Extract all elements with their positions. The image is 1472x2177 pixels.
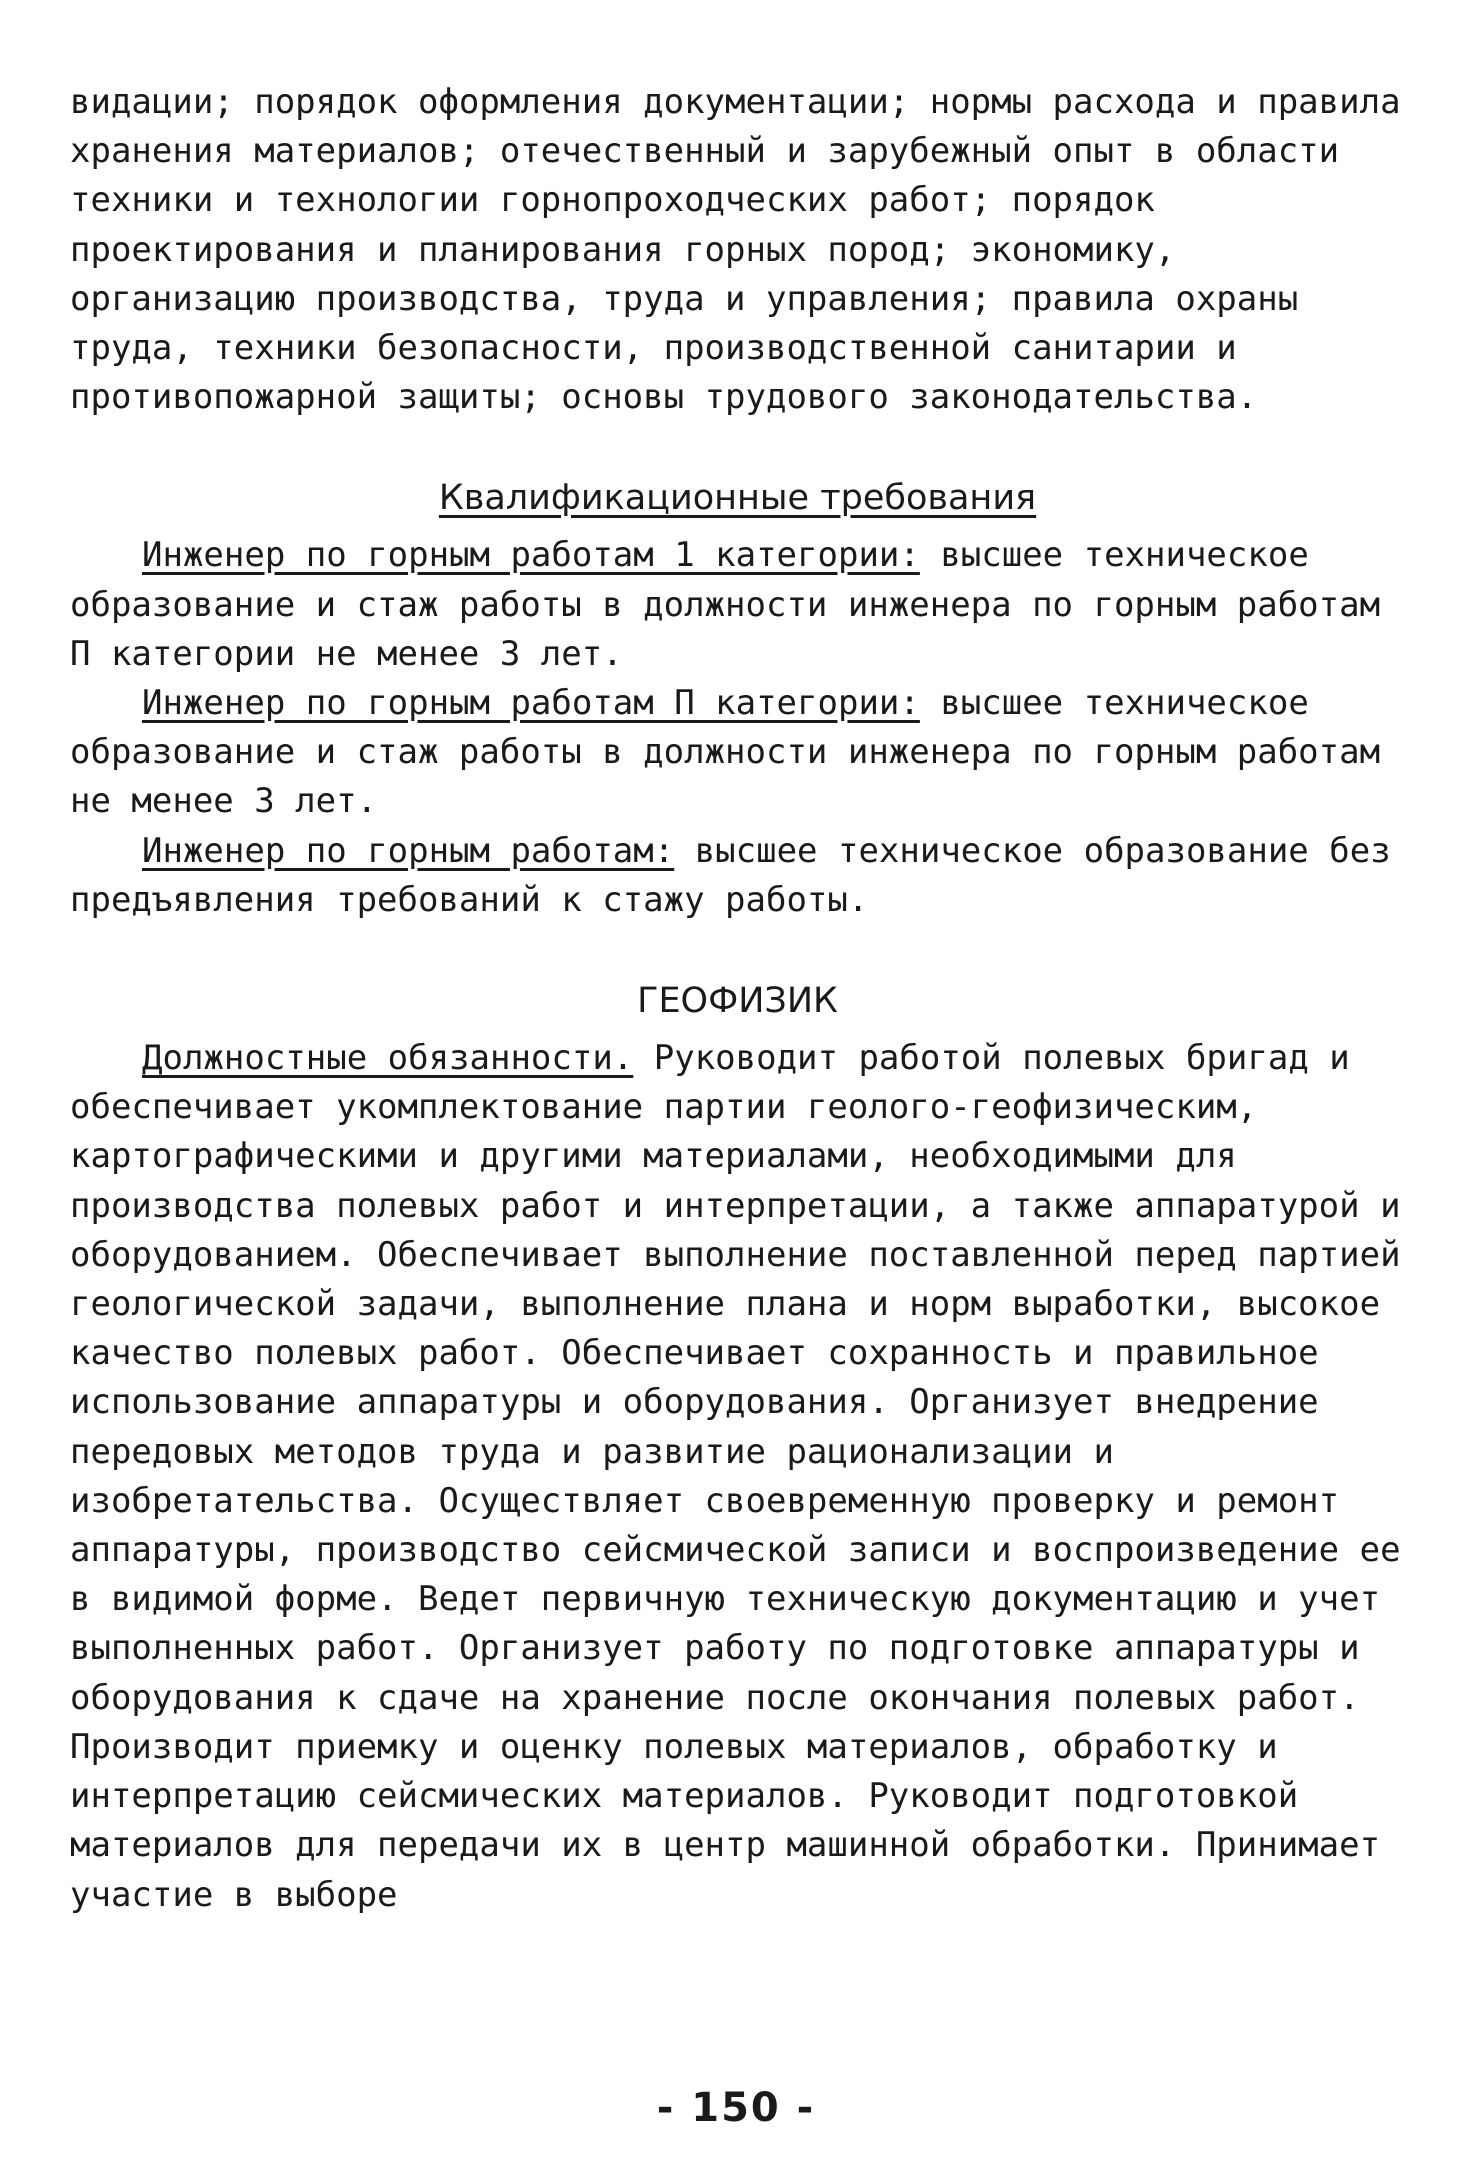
page-body: [70, 78, 1405, 1920]
qualification-text: высшее техническое образование и стаж работы в должности инженера по горным работам П категории не менее 3 лет.: [70, 535, 1381, 674]
duties-text: Руководит работой полевых бригад и обеспечивает укомплектование партии геолого-геофизическим, картографическими и другими материалами, необходимыми для производства полевых работ и интерпретации, а также аппаратурой и оборудованием. Обеспечивает выполнение поставленной перед партией геологической задачи, выполнение плана и норм выработки, высокое качество полевых работ. Обеспечивает сохранность и правильное использование аппаратуры и оборудования. Организует внедрение передовых методов труда и развитие рационализации и изобретательства. Осуществляет своевременную проверку и ремонт аппаратуры, производство сейсмической записи и воспроизведение ее в видимой форме. Ведет первичную техническую документацию и учет выполненных работ. Организует работу по подготовке аппаратуры и оборудования к сдаче на хранение после окончания полевых работ. Производит приемку и оценку полевых материалов, обработку и интерпретацию сейсмических материалов. Руководит подготовкой материалов для передачи их в центр машинной обработки. Принимает участие в выборе: [70, 1038, 1401, 1915]
qualification-title: Инженер по горным работам 1 категории:: [142, 535, 920, 576]
geophysicist-heading: ГЕОФИЗИК: [637, 981, 838, 1022]
qualification-item: [70, 679, 1405, 827]
duties-label: Должностные обязанности.: [142, 1038, 634, 1079]
duties-paragraph: [70, 1034, 1405, 1920]
spacer: [70, 1026, 1405, 1034]
intro-paragraph: видации; порядок оформления документации; нормы расхода и правила хранения материалов; отечественный и зарубежный опыт в области техники и технологии горнопроходческих работ; порядок проектирования и планирования горных пород; экономику, организацию производства, труда и управления; правила охраны труда, техники безопасности, производственной санитарии и противопожарной защиты; основы трудового законодательства.: [70, 82, 1401, 418]
spacer: [70, 925, 1405, 977]
qualification-item: [70, 827, 1405, 925]
spacer: [70, 422, 1405, 474]
qualification-title: Инженер по горным работам:: [142, 830, 675, 871]
page-number: - 150 -: [656, 2085, 816, 2131]
qualifications-heading: [70, 474, 1405, 523]
qualification-text: высшее техническое образование без предъявления требований к стажу работы.: [70, 830, 1391, 920]
qualification-item: [70, 531, 1405, 679]
qualification-text: высшее техническое образование и стаж работы в должности инженера по горным работам не менее 3 лет.: [70, 683, 1381, 822]
qualifications-heading-text: Квалификационные требования: [438, 478, 1037, 519]
qualification-title: Инженер по горным работам П категории:: [142, 683, 920, 724]
spacer: [70, 523, 1405, 531]
